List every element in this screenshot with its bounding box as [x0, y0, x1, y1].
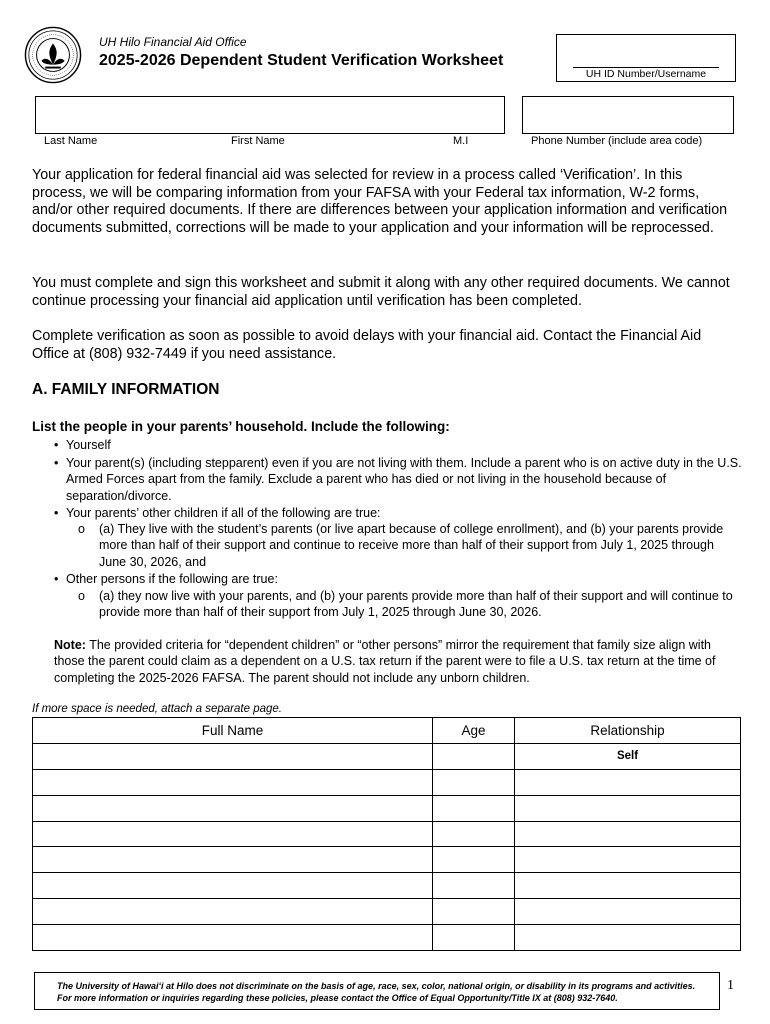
table-row — [33, 847, 741, 873]
list-subitem-children-criteria: o (a) They live with the student’s parents (or live apart because of college enrollment), and (b) your parents provide more than half of their support and continue to receive more than half of their support from July 1, 2025 through June 30, 2026, and — [78, 522, 724, 569]
age-cell[interactable] — [433, 899, 515, 925]
full-name-cell[interactable] — [33, 743, 433, 769]
age-cell[interactable] — [433, 925, 515, 951]
last-name-label: Last Name — [44, 135, 98, 147]
table-row — [33, 769, 741, 795]
nondiscrimination-footer: The University of Hawaiʻi at Hilo does not discriminate on the basis of age, race, sex, color, national origin, or disability in its programs and activities. For more information or inquiries regarding these policies, please contact the Office of Equal Opportunity/Title IX at (808) 932-7640. — [34, 972, 720, 1010]
full-name-cell[interactable] — [33, 899, 433, 925]
phone-field[interactable] — [522, 96, 734, 134]
full-name-cell[interactable] — [33, 873, 433, 899]
age-cell[interactable] — [433, 821, 515, 847]
age-cell[interactable] — [433, 769, 515, 795]
table-row — [33, 821, 741, 847]
name-field[interactable] — [35, 96, 505, 134]
table-row — [33, 899, 741, 925]
list-item-yourself: • Yourself — [54, 438, 111, 452]
intro-paragraph-verification: Your application for federal financial aid was selected for review in a process called ‘Verification’. In this process, we will be comparing information from your FAFSA with your Federal tax information, W-2 forms, and/or other required documents. If there are differences between your application information and verification documents submitted, corrections will be made to your application and your information will be reprocessed. — [32, 167, 728, 236]
list-item-other-children: • Your parents’ other children if all of the following are true: — [54, 506, 381, 520]
relationship-header: Relationship — [515, 718, 741, 744]
note-text: The provided criteria for “dependent children” or “other persons” mirror the requirement that family size align with those the parent could claim as a dependent on a U.S. tax return if the parent were to file a U.S. tax return at the time of completing the 2025-2026 FAFSA. The parent should not include any unborn children. — [54, 638, 716, 685]
office-name: UH Hilo Financial Aid Office — [99, 35, 247, 49]
list-item-other-persons: • Other persons if the following are true: — [54, 572, 278, 586]
relationship-cell[interactable] — [515, 821, 741, 847]
bullet-icon: • — [54, 438, 59, 452]
household-list-heading: List the people in your parents’ household. Include the following: — [32, 419, 450, 434]
relationship-cell[interactable] — [515, 925, 741, 951]
university-seal-icon — [24, 26, 82, 84]
list-item-parents: • Your parent(s) (including stepparent) even if you are not living with them. Include a parent who is on active duty in the U.S. Armed Forces apart from the family. Exclude a parent who has died or not living in the household because of separation/divorce. — [54, 456, 742, 503]
age-header: Age — [433, 718, 515, 744]
uh-id-label: UH ID Number/Username — [585, 68, 707, 80]
note-paragraph — [54, 637, 744, 686]
bullet-icon: • — [54, 456, 59, 470]
intro-paragraph-contact: Complete verification as soon as possible to avoid delays with your financial aid. Contact the Financial Aid Office at (808) 932-7449 if you need assistance. — [32, 328, 702, 362]
intro-paragraph-complete: You must complete and sign this worksheet and submit it along with any other required documents. We cannot continue processing your financial aid application until verification has been completed. — [32, 275, 730, 309]
household-table — [32, 717, 741, 951]
page-number: 1 — [727, 978, 734, 993]
phone-number-label: Phone Number (include area code) — [531, 135, 703, 147]
list-subitem-persons-criteria: o (a) they now live with your parents, and (b) your parents provide more than half of their support and will continue to provide more than half of their support from July 1, 2025 through June 30, 2026. — [78, 589, 733, 620]
table-row — [33, 743, 741, 769]
relationship-cell[interactable] — [515, 899, 741, 925]
bullet-icon: • — [54, 506, 59, 520]
circle-bullet-icon: o — [78, 522, 85, 536]
relationship-cell[interactable] — [515, 769, 741, 795]
age-cell[interactable] — [433, 743, 515, 769]
table-row — [33, 873, 741, 899]
table-row — [33, 795, 741, 821]
uh-id-field[interactable] — [556, 34, 736, 82]
age-cell[interactable] — [433, 795, 515, 821]
full-name-cell[interactable] — [33, 769, 433, 795]
bullet-icon: • — [54, 572, 59, 586]
relationship-cell[interactable] — [515, 847, 741, 873]
extra-space-note: If more space is needed, attach a separate page. — [32, 703, 282, 715]
circle-bullet-icon: o — [78, 589, 85, 603]
section-a-heading: A. FAMILY INFORMATION — [32, 381, 220, 398]
relationship-cell: Self — [515, 743, 741, 769]
full-name-cell[interactable] — [33, 821, 433, 847]
first-name-label: First Name — [231, 135, 285, 147]
age-cell[interactable] — [433, 873, 515, 899]
relationship-cell[interactable] — [515, 873, 741, 899]
page-title: 2025-2026 Dependent Student Verification Worksheet — [99, 52, 504, 69]
full-name-header: Full Name — [33, 718, 433, 744]
full-name-cell[interactable] — [33, 795, 433, 821]
age-cell[interactable] — [433, 847, 515, 873]
middle-initial-label: M.I — [453, 135, 469, 147]
note-label: Note: — [54, 638, 86, 652]
table-header-row — [33, 718, 741, 744]
full-name-cell[interactable] — [33, 925, 433, 951]
relationship-cell[interactable] — [515, 795, 741, 821]
full-name-cell[interactable] — [33, 847, 433, 873]
table-row — [33, 925, 741, 951]
